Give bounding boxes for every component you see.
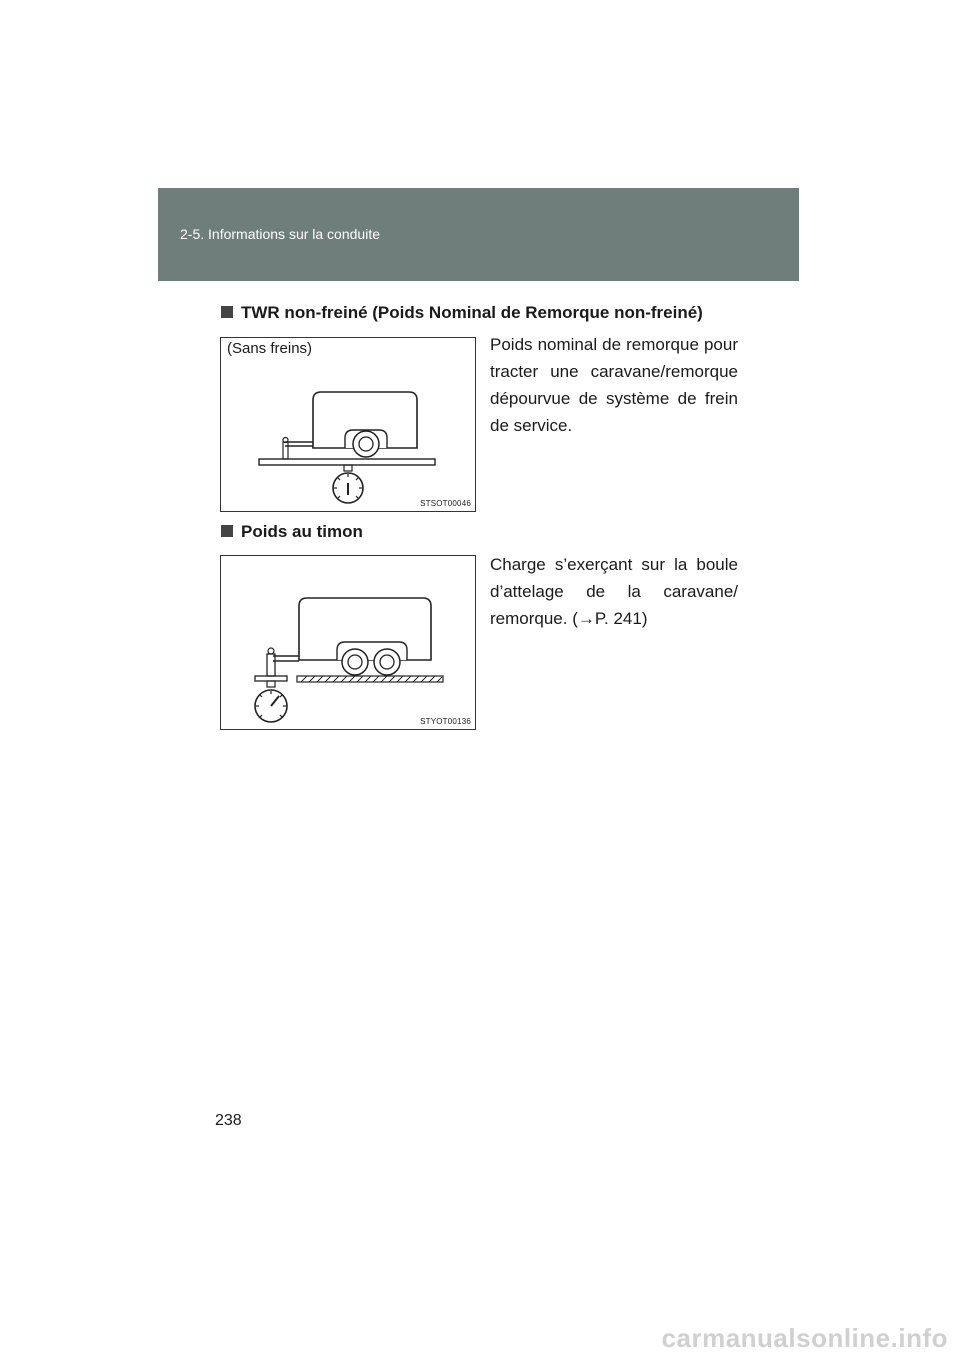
section-heading-twr: [221, 303, 703, 323]
section-heading-tongue-weight-text: Poids au timon: [241, 522, 363, 541]
chapter-header-bar: [158, 188, 799, 281]
figure-code: STSOT00046: [420, 499, 471, 508]
trailer-hitch-scale-illustration: [221, 556, 475, 729]
section1-description: Poids nominal de remorque pour tracter une caravane/remorque dépourvue de système de frein de service.: [490, 335, 738, 435]
figure-tongue-weight: [220, 555, 476, 730]
chapter-title: 2-5. Informations sur la conduite: [180, 226, 380, 242]
section2-description: Charge s’exerçant sur la boule d’attelage de la caravane/ remorque. (→P. 241): [490, 555, 738, 628]
figure-code: STYOT00136: [420, 717, 471, 726]
square-bullet-icon: [221, 525, 233, 537]
square-bullet-icon: [221, 306, 233, 318]
watermark: carmanualsonline.info: [661, 1323, 948, 1353]
section-heading-twr-text: TWR non-freiné (Poids Nominal de Remorque non-freiné): [241, 303, 703, 322]
trailer-scale-illustration: [221, 338, 475, 511]
section-heading-tongue-weight: [221, 522, 363, 542]
figure-caption: (Sans freins): [227, 340, 313, 357]
figure-unbraked-trailer: [220, 337, 476, 512]
page-number: 238: [215, 1112, 242, 1129]
